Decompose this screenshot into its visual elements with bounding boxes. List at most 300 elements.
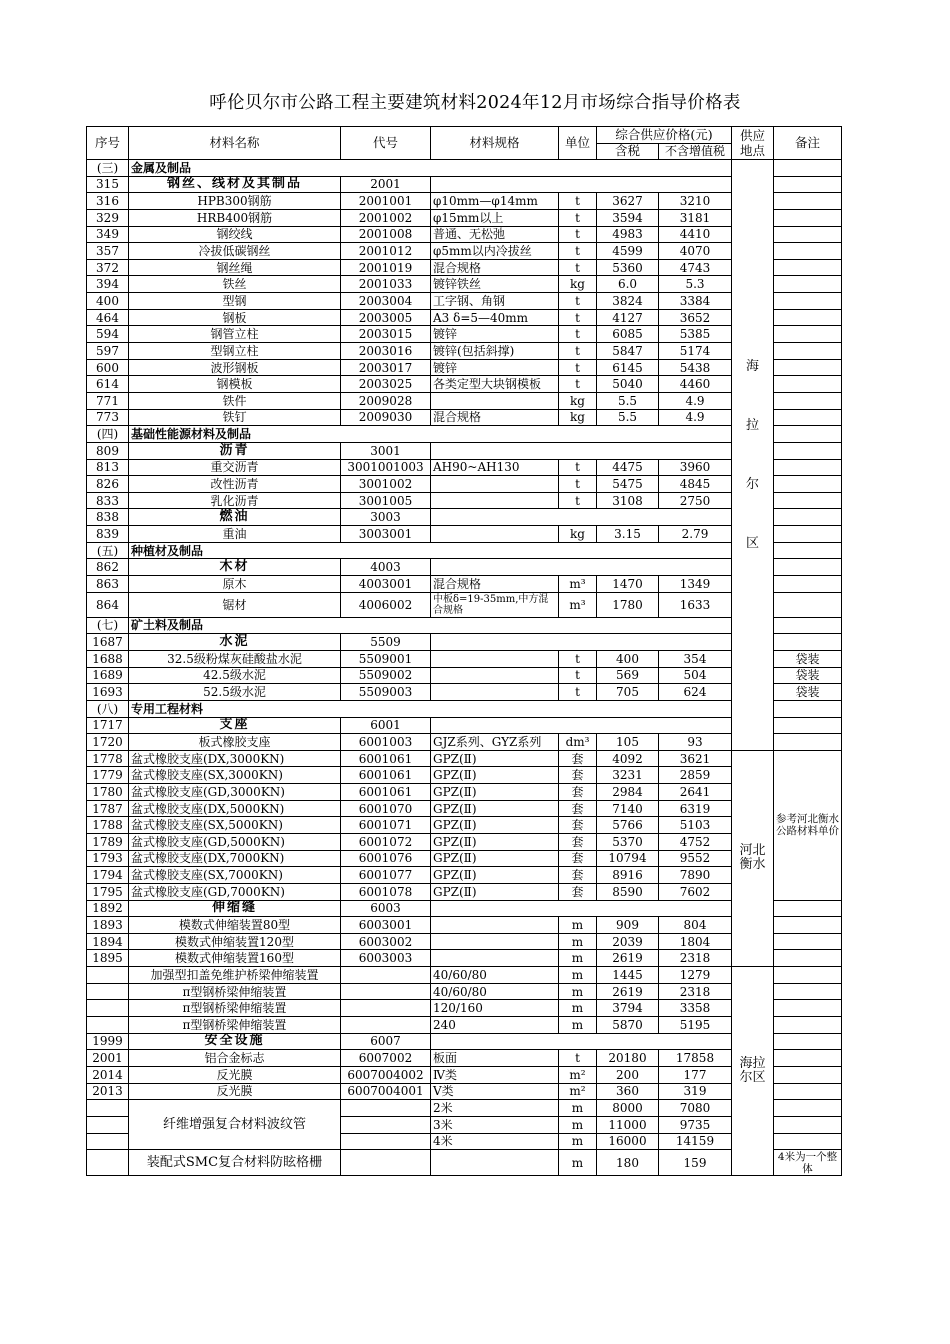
table-row bbox=[87, 950, 842, 967]
row-remark bbox=[774, 392, 842, 409]
row-spec: 镀锌铁丝 bbox=[431, 276, 559, 293]
section-title: 矿土料及制品 bbox=[129, 617, 732, 634]
row-price-tax: 1780 bbox=[597, 592, 659, 617]
section-title: 专用工程材料 bbox=[129, 700, 732, 717]
row-spec: GPZ(Ⅱ) bbox=[431, 784, 559, 801]
row-price-tax: 8000 bbox=[597, 1100, 659, 1117]
table-row bbox=[87, 867, 842, 884]
header-remark: 备注 bbox=[774, 127, 842, 160]
row-seq: 771 bbox=[87, 392, 129, 409]
row-price-tax: 3794 bbox=[597, 1000, 659, 1017]
row-name: HPB300钢筋 bbox=[129, 193, 341, 210]
row-unit: 套 bbox=[559, 784, 597, 801]
row-price-tax: 8590 bbox=[597, 883, 659, 900]
row-name: 重油 bbox=[129, 526, 341, 543]
row-remark bbox=[774, 1083, 842, 1100]
row-price-tax: 4475 bbox=[597, 459, 659, 476]
row-price-tax: 909 bbox=[597, 917, 659, 934]
row-price-tax: 3627 bbox=[597, 193, 659, 210]
row-name: π型钢桥梁伸缩装置 bbox=[129, 1017, 341, 1034]
row-remark bbox=[774, 592, 842, 617]
row-price-notax: 7080 bbox=[659, 1100, 732, 1117]
row-seq bbox=[87, 1017, 129, 1034]
row-unit: m bbox=[559, 967, 597, 984]
header-place: 供应地点 bbox=[732, 127, 774, 160]
row-seq bbox=[87, 1116, 129, 1133]
row-code: 3001005 bbox=[341, 492, 431, 509]
row-code: 2003017 bbox=[341, 359, 431, 376]
table-row bbox=[87, 326, 842, 343]
row-remark bbox=[774, 409, 842, 426]
table-row bbox=[87, 983, 842, 1000]
row-price-notax: 7890 bbox=[659, 867, 732, 884]
row-spec: GPZ(Ⅱ) bbox=[431, 867, 559, 884]
row-code: 3001001003 bbox=[341, 459, 431, 476]
row-spec bbox=[431, 392, 559, 409]
row-remark bbox=[774, 176, 842, 193]
row-remark bbox=[774, 276, 842, 293]
row-price-notax: 177 bbox=[659, 1066, 732, 1083]
row-remark bbox=[774, 243, 842, 260]
row-price-tax: 5040 bbox=[597, 376, 659, 393]
row-code: 5509001 bbox=[341, 650, 431, 667]
row-price-tax: 3.15 bbox=[597, 526, 659, 543]
row-price-notax: 4845 bbox=[659, 476, 732, 493]
row-remark bbox=[774, 343, 842, 360]
table-row bbox=[87, 734, 842, 751]
table-row bbox=[87, 309, 842, 326]
row-price-notax: 2750 bbox=[659, 492, 732, 509]
row-seq: (四) bbox=[87, 426, 129, 443]
row-unit: t bbox=[559, 476, 597, 493]
row-seq: 2001 bbox=[87, 1050, 129, 1067]
table-row bbox=[87, 833, 842, 850]
row-remark bbox=[774, 900, 842, 917]
row-seq bbox=[87, 1150, 129, 1176]
row-seq: 1894 bbox=[87, 933, 129, 950]
row-price-tax: 360 bbox=[597, 1083, 659, 1100]
row-name: 盆式橡胶支座(SX,5000KN) bbox=[129, 817, 341, 834]
row-seq: 329 bbox=[87, 209, 129, 226]
row-name: 模数式伸缩装置80型 bbox=[129, 917, 341, 934]
table-row bbox=[87, 193, 842, 210]
row-code bbox=[341, 1100, 431, 1117]
row-code bbox=[341, 1017, 431, 1034]
row-price-tax: 4599 bbox=[597, 243, 659, 260]
row-unit: 套 bbox=[559, 817, 597, 834]
row-name: 钢丝绳 bbox=[129, 259, 341, 276]
row-name: 改性沥青 bbox=[129, 476, 341, 493]
section-title: 金属及制品 bbox=[129, 160, 732, 177]
row-unit: m³ bbox=[559, 592, 597, 617]
row-price-notax: 1633 bbox=[659, 592, 732, 617]
row-price-tax: 2039 bbox=[597, 933, 659, 950]
supply-place-hailaer: 海 拉 尔 区 bbox=[732, 160, 774, 751]
row-price-notax: 14159 bbox=[659, 1133, 732, 1150]
row-name: 盆式橡胶支座(GD,3000KN) bbox=[129, 784, 341, 801]
table-row bbox=[87, 800, 842, 817]
row-seq: 400 bbox=[87, 293, 129, 310]
row-code: 2009028 bbox=[341, 392, 431, 409]
table-row bbox=[87, 817, 842, 834]
table-row bbox=[87, 160, 842, 177]
row-spec: 4米 bbox=[431, 1133, 559, 1150]
row-name: HRB400钢筋 bbox=[129, 209, 341, 226]
remark-reference-note: 参考河北衡水公路材料单价 bbox=[774, 750, 842, 900]
section-title: 基础性能源材料及制品 bbox=[129, 426, 732, 443]
table-row bbox=[87, 1083, 842, 1100]
row-price-tax: 3108 bbox=[597, 492, 659, 509]
table-row bbox=[87, 359, 842, 376]
row-spec: GJZ系列、GYZ系列 bbox=[431, 734, 559, 751]
row-price-notax: 624 bbox=[659, 684, 732, 701]
row-code: 2003015 bbox=[341, 326, 431, 343]
row-seq: 1780 bbox=[87, 784, 129, 801]
row-seq bbox=[87, 1000, 129, 1017]
row-code bbox=[341, 967, 431, 984]
row-seq: 838 bbox=[87, 509, 129, 526]
row-price-tax: 5360 bbox=[597, 259, 659, 276]
header-unit: 单位 bbox=[559, 127, 597, 160]
row-name: 乳化沥青 bbox=[129, 492, 341, 509]
table-row bbox=[87, 900, 842, 917]
row-remark bbox=[774, 542, 842, 559]
table-row bbox=[87, 343, 842, 360]
row-code: 4006002 bbox=[341, 592, 431, 617]
table-row bbox=[87, 1000, 842, 1017]
row-remark bbox=[774, 226, 842, 243]
row-seq: 357 bbox=[87, 243, 129, 260]
table-row bbox=[87, 1100, 842, 1117]
row-remark bbox=[774, 1017, 842, 1034]
row-seq bbox=[87, 967, 129, 984]
row-remark bbox=[774, 426, 842, 443]
row-name: 装配式SMC复合材料防眩格栅 bbox=[129, 1150, 341, 1176]
row-unit: t bbox=[559, 326, 597, 343]
table-row bbox=[87, 1066, 842, 1083]
row-price-notax: 6319 bbox=[659, 800, 732, 817]
price-table bbox=[86, 126, 842, 1176]
row-seq: 1787 bbox=[87, 800, 129, 817]
row-name: 铁件 bbox=[129, 392, 341, 409]
row-remark bbox=[774, 1050, 842, 1067]
row-price-tax: 569 bbox=[597, 667, 659, 684]
row-seq: (五) bbox=[87, 542, 129, 559]
row-code: 6007004002 bbox=[341, 1066, 431, 1083]
row-spec: 板面 bbox=[431, 1050, 559, 1067]
row-spec bbox=[431, 492, 559, 509]
row-price-tax: 200 bbox=[597, 1066, 659, 1083]
row-price-tax: 7140 bbox=[597, 800, 659, 817]
row-seq: 862 bbox=[87, 559, 129, 576]
table-row bbox=[87, 717, 842, 734]
row-name: 加强型扣盖免维护桥梁伸缩装置 bbox=[129, 967, 341, 984]
row-price-notax: 5438 bbox=[659, 359, 732, 376]
row-code: 2001001 bbox=[341, 193, 431, 210]
row-seq: 813 bbox=[87, 459, 129, 476]
row-spec: 普通、无松弛 bbox=[431, 226, 559, 243]
row-seq: 1789 bbox=[87, 833, 129, 850]
row-name: 32.5级粉煤灰硅酸盐水泥 bbox=[129, 650, 341, 667]
row-price-tax: 6.0 bbox=[597, 276, 659, 293]
row-code: 6001070 bbox=[341, 800, 431, 817]
row-spec: 镀锌 bbox=[431, 359, 559, 376]
row-unit: kg bbox=[559, 276, 597, 293]
subsection-title: 木材 bbox=[129, 559, 341, 576]
row-spec: GPZ(Ⅱ) bbox=[431, 800, 559, 817]
row-spec bbox=[431, 717, 732, 734]
row-unit: 套 bbox=[559, 867, 597, 884]
row-remark bbox=[774, 193, 842, 210]
row-seq bbox=[87, 1133, 129, 1150]
row-seq: 1717 bbox=[87, 717, 129, 734]
row-price-notax: 9735 bbox=[659, 1116, 732, 1133]
row-unit: m bbox=[559, 1150, 597, 1176]
row-spec: φ10mm—φ14mm bbox=[431, 193, 559, 210]
subsection-title: 伸缩缝 bbox=[129, 900, 341, 917]
row-code: 2001002 bbox=[341, 209, 431, 226]
row-seq: 1793 bbox=[87, 850, 129, 867]
row-name: 波形钢板 bbox=[129, 359, 341, 376]
row-seq: 1999 bbox=[87, 1033, 129, 1050]
row-code bbox=[341, 1116, 431, 1133]
row-spec bbox=[431, 933, 559, 950]
table-row bbox=[87, 259, 842, 276]
row-remark bbox=[774, 617, 842, 634]
row-spec bbox=[431, 634, 732, 651]
table-row bbox=[87, 634, 842, 651]
row-code: 5509003 bbox=[341, 684, 431, 701]
row-seq: 833 bbox=[87, 492, 129, 509]
row-price-notax: 2641 bbox=[659, 784, 732, 801]
row-seq: 809 bbox=[87, 442, 129, 459]
row-remark bbox=[774, 1116, 842, 1133]
row-price-notax: 5.3 bbox=[659, 276, 732, 293]
row-price-notax: 17858 bbox=[659, 1050, 732, 1067]
row-remark bbox=[774, 160, 842, 177]
row-spec: 镀锌 bbox=[431, 326, 559, 343]
row-name: 钢模板 bbox=[129, 376, 341, 393]
row-unit: m² bbox=[559, 1066, 597, 1083]
row-price-tax: 11000 bbox=[597, 1116, 659, 1133]
row-spec: 中板δ=19-35mm,中方混合规格 bbox=[431, 592, 559, 617]
row-spec bbox=[431, 1150, 559, 1176]
row-spec: Ⅳ类 bbox=[431, 1066, 559, 1083]
row-name: π型钢桥梁伸缩装置 bbox=[129, 983, 341, 1000]
row-price-notax: 7602 bbox=[659, 883, 732, 900]
row-price-notax: 804 bbox=[659, 917, 732, 934]
row-remark bbox=[774, 442, 842, 459]
row-price-tax: 1445 bbox=[597, 967, 659, 984]
row-spec: 混合规格 bbox=[431, 409, 559, 426]
table-row bbox=[87, 542, 842, 559]
row-code: 2001008 bbox=[341, 226, 431, 243]
row-code: 6001072 bbox=[341, 833, 431, 850]
row-price-notax: 5385 bbox=[659, 326, 732, 343]
supply-place-hebei: 河北衡水 bbox=[732, 750, 774, 966]
row-unit: dm³ bbox=[559, 734, 597, 751]
row-spec: Ⅴ类 bbox=[431, 1083, 559, 1100]
row-price-notax: 4743 bbox=[659, 259, 732, 276]
row-price-tax: 5870 bbox=[597, 1017, 659, 1034]
row-spec bbox=[431, 509, 732, 526]
row-spec bbox=[431, 526, 559, 543]
table-row bbox=[87, 700, 842, 717]
row-unit: t bbox=[559, 492, 597, 509]
row-spec bbox=[431, 917, 559, 934]
row-unit: m bbox=[559, 1017, 597, 1034]
table-row bbox=[87, 684, 842, 701]
row-name: 盆式橡胶支座(GD,5000KN) bbox=[129, 833, 341, 850]
row-seq: 1788 bbox=[87, 817, 129, 834]
row-code: 3001002 bbox=[341, 476, 431, 493]
row-remark bbox=[774, 459, 842, 476]
row-seq: 372 bbox=[87, 259, 129, 276]
row-price-notax: 5195 bbox=[659, 1017, 732, 1034]
row-price-tax: 6085 bbox=[597, 326, 659, 343]
row-spec: 240 bbox=[431, 1017, 559, 1034]
row-seq: 394 bbox=[87, 276, 129, 293]
row-code: 6001061 bbox=[341, 784, 431, 801]
row-remark bbox=[774, 526, 842, 543]
section-title: 种植材及制品 bbox=[129, 542, 732, 559]
row-unit: 套 bbox=[559, 850, 597, 867]
row-spec: GPZ(Ⅱ) bbox=[431, 750, 559, 767]
row-price-tax: 2984 bbox=[597, 784, 659, 801]
row-seq: 464 bbox=[87, 309, 129, 326]
row-remark bbox=[774, 326, 842, 343]
row-price-notax: 1279 bbox=[659, 967, 732, 984]
table-row bbox=[87, 526, 842, 543]
row-code: 6001 bbox=[341, 717, 431, 734]
row-remark bbox=[774, 1100, 842, 1117]
row-spec: GPZ(Ⅱ) bbox=[431, 767, 559, 784]
row-code: 4003 bbox=[341, 559, 431, 576]
row-name: 盆式橡胶支座(SX,3000KN) bbox=[129, 767, 341, 784]
row-code: 6007 bbox=[341, 1033, 431, 1050]
subsection-title: 安全设施 bbox=[129, 1033, 341, 1050]
header-notax: 不含增值税 bbox=[659, 143, 732, 160]
row-remark bbox=[774, 309, 842, 326]
row-unit: m bbox=[559, 917, 597, 934]
row-name: 铁丝 bbox=[129, 276, 341, 293]
row-spec: AH90~AH130 bbox=[431, 459, 559, 476]
row-code bbox=[341, 1000, 431, 1017]
row-seq: 863 bbox=[87, 576, 129, 593]
row-name: 冷拔低碳钢丝 bbox=[129, 243, 341, 260]
row-remark: 袋装 bbox=[774, 667, 842, 684]
table-row bbox=[87, 617, 842, 634]
row-remark bbox=[774, 917, 842, 934]
row-unit: m bbox=[559, 1116, 597, 1133]
table-row bbox=[87, 492, 842, 509]
row-price-notax: 9552 bbox=[659, 850, 732, 867]
row-seq: (三) bbox=[87, 160, 129, 177]
row-name: 反光膜 bbox=[129, 1066, 341, 1083]
row-code bbox=[341, 1133, 431, 1150]
row-remark: 袋装 bbox=[774, 684, 842, 701]
row-price-notax: 1349 bbox=[659, 576, 732, 593]
table-row bbox=[87, 750, 842, 767]
row-unit: m³ bbox=[559, 576, 597, 593]
table-row bbox=[87, 392, 842, 409]
row-remark bbox=[774, 1000, 842, 1017]
row-unit: m² bbox=[559, 1083, 597, 1100]
table-row bbox=[87, 592, 842, 617]
row-seq: 614 bbox=[87, 376, 129, 393]
row-remark bbox=[774, 509, 842, 526]
row-price-tax: 5.5 bbox=[597, 392, 659, 409]
row-spec bbox=[431, 667, 559, 684]
row-seq: 1779 bbox=[87, 767, 129, 784]
row-price-notax: 3358 bbox=[659, 1000, 732, 1017]
row-seq: (七) bbox=[87, 617, 129, 634]
row-unit: t bbox=[559, 650, 597, 667]
row-price-tax: 5475 bbox=[597, 476, 659, 493]
row-spec: 2米 bbox=[431, 1100, 559, 1117]
row-unit: 套 bbox=[559, 767, 597, 784]
row-unit: t bbox=[559, 309, 597, 326]
header-price-group: 综合供应价格(元) bbox=[597, 127, 732, 144]
row-spec: 混合规格 bbox=[431, 576, 559, 593]
row-code: 6001061 bbox=[341, 767, 431, 784]
row-code: 3003001 bbox=[341, 526, 431, 543]
subsection-title: 沥青 bbox=[129, 442, 341, 459]
row-remark bbox=[774, 700, 842, 717]
row-code: 6007002 bbox=[341, 1050, 431, 1067]
row-spec bbox=[431, 950, 559, 967]
row-unit: t bbox=[559, 293, 597, 310]
row-price-tax: 3594 bbox=[597, 209, 659, 226]
table-row bbox=[87, 209, 842, 226]
row-remark: 4米为一个整体 bbox=[774, 1150, 842, 1176]
table-row bbox=[87, 784, 842, 801]
row-unit: t bbox=[559, 667, 597, 684]
row-spec: 3米 bbox=[431, 1116, 559, 1133]
row-price-tax: 5847 bbox=[597, 343, 659, 360]
table-row bbox=[87, 576, 842, 593]
row-unit: t bbox=[559, 259, 597, 276]
row-seq: (八) bbox=[87, 700, 129, 717]
row-code: 2001019 bbox=[341, 259, 431, 276]
table-row bbox=[87, 226, 842, 243]
table-row bbox=[87, 426, 842, 443]
row-code: 4003001 bbox=[341, 576, 431, 593]
row-unit: t bbox=[559, 193, 597, 210]
row-code bbox=[341, 1150, 431, 1176]
row-name: 52.5级水泥 bbox=[129, 684, 341, 701]
row-unit: m bbox=[559, 933, 597, 950]
row-code: 6001061 bbox=[341, 750, 431, 767]
row-price-notax: 3621 bbox=[659, 750, 732, 767]
row-spec: φ5mm以内冷拔丝 bbox=[431, 243, 559, 260]
row-unit: 套 bbox=[559, 833, 597, 850]
row-price-notax: 3960 bbox=[659, 459, 732, 476]
row-remark bbox=[774, 209, 842, 226]
row-code: 6001078 bbox=[341, 883, 431, 900]
row-price-tax: 20180 bbox=[597, 1050, 659, 1067]
row-unit: t bbox=[559, 226, 597, 243]
row-spec: GPZ(Ⅱ) bbox=[431, 850, 559, 867]
row-unit: 套 bbox=[559, 883, 597, 900]
row-price-notax: 4.9 bbox=[659, 409, 732, 426]
row-seq bbox=[87, 1100, 129, 1117]
row-seq: 594 bbox=[87, 326, 129, 343]
row-seq: 864 bbox=[87, 592, 129, 617]
row-price-notax: 5174 bbox=[659, 343, 732, 360]
row-price-notax: 3181 bbox=[659, 209, 732, 226]
header-spec: 材料规格 bbox=[431, 127, 559, 160]
